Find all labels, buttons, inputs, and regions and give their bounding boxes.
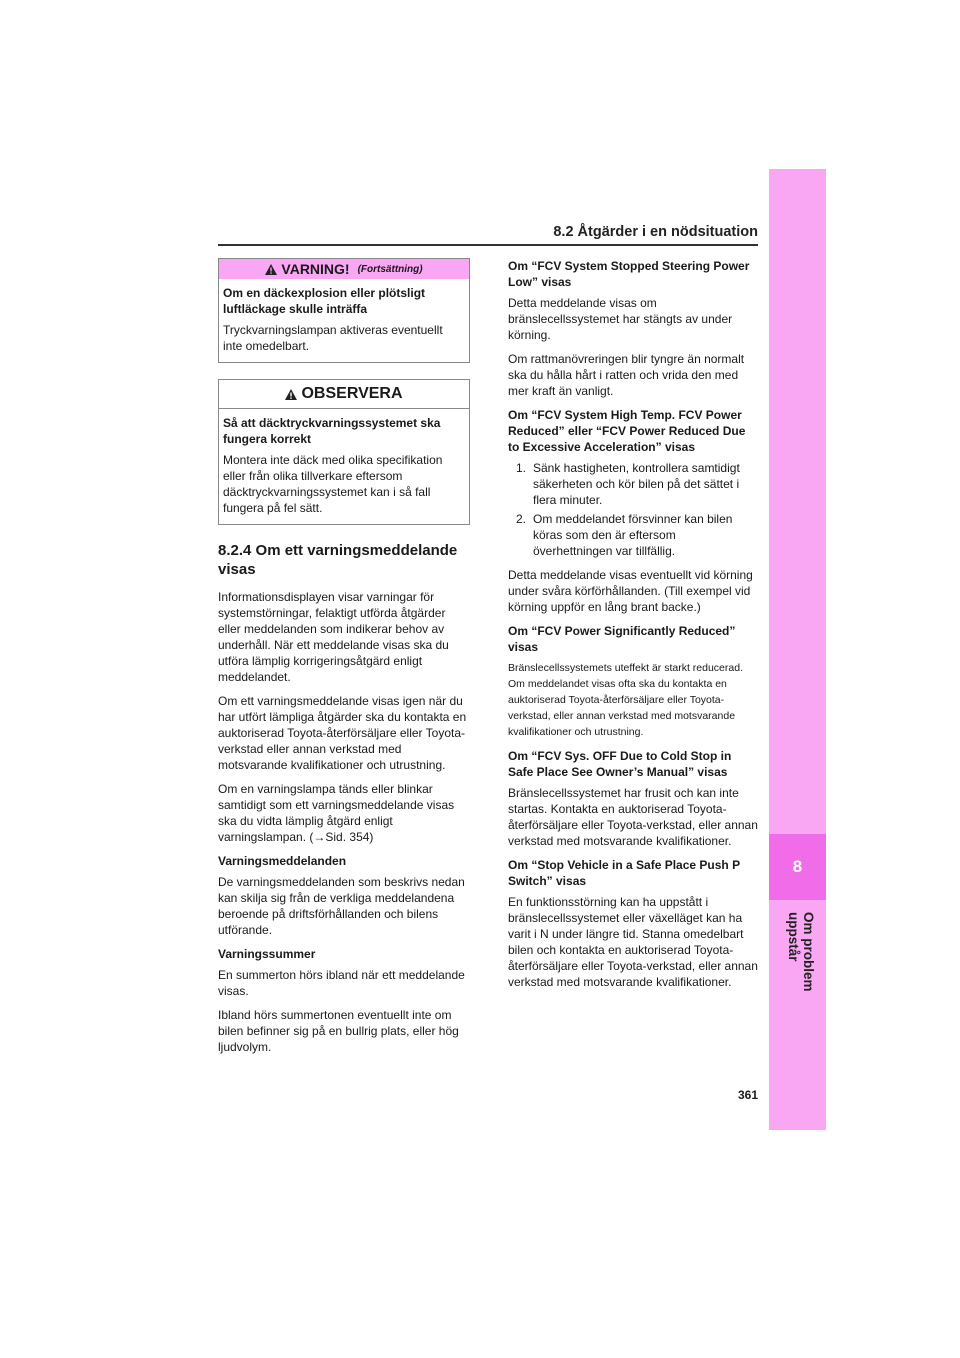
- page-number: 361: [737, 1088, 758, 1102]
- warning-heading: Om en däckexplosion eller plötsligt luftläckage skulle inträffa: [223, 286, 426, 316]
- list-item: [516, 511, 758, 559]
- paragraph: Informationsdisplayen visar varningar för systemstörningar, felaktigt utförda åtgärder eller meddelanden som indikerar behov av underhåll. När ett meddelande visas ska du utföra lämplig korrigeringsåtgärd enligt meddelandet.: [218, 590, 449, 684]
- chapter-label: Om problem uppstår: [786, 912, 816, 992]
- message-heading: Om “FCV Power Significantly Reduced” visas: [508, 624, 736, 654]
- warning-title: VARNING!: [281, 261, 350, 277]
- paragraph: En funktionsstörning kan ha uppstått i bränslecellssystemet eller växelläget kan ha varit i N under längre tid. Stanna omedelbart bilen och kontakta en auktoriserad Toyota-återförsäljare eller Toyota-verkstad, eller annan verkstad med motsvarande kvalifikationer.: [508, 895, 758, 989]
- paragraph: Bränslecellssystemets uteffekt är starkt reducerad. Om meddelandet visas ofta ska du kontakta en auktoriserad Toyota-återförsäljare eller Toyota-verkstad, eller annan verkstad med motsvarande kvalifikationer och utrustning.: [508, 662, 743, 738]
- paragraph: De varningsmeddelanden som beskrivs nedan kan skilja sig från de verkliga meddelandena beroende på driftsförhållanden och bilens utförande.: [218, 875, 465, 937]
- paragraph: Om ett varningsmeddelande visas igen när du har utfört lämpliga åtgärder ska du kontakta en auktoriserad Toyota-återförsäljare eller Toyota-verkstad eller annan verkstad med motsvarande kvalifikationer och utrustning.: [218, 694, 467, 772]
- message-heading: Om “Stop Vehicle in a Safe Place Push P Switch” visas: [508, 858, 740, 888]
- subheading: Varningssummer: [218, 947, 316, 961]
- paragraph: En summerton hörs ibland när ett meddelande visas.: [218, 968, 465, 998]
- warning-box-header: [219, 259, 469, 279]
- warning-triangle-icon: [265, 264, 277, 275]
- paragraph: Om en varningslampa tänds eller blinkar samtidigt som ett varningsmeddelande visas ska du vidta lämplig åtgärd enligt varningslampan. (→Sid. 354): [218, 782, 455, 844]
- notice-title: OBSERVERA: [301, 385, 403, 402]
- header-rule: [218, 244, 758, 246]
- step-text: Om meddelandet försvinner kan bilen köras som den är eftersom överhettningen var tillfällig.: [533, 512, 733, 558]
- notice-text: Montera inte däck med olika specifikation eller från olika tillverkare eftersom däcktryckvarningssystemet kan i så fall fungera på fel sätt.: [223, 453, 443, 515]
- notice-box-header: [219, 380, 469, 409]
- step-number: 2.: [516, 512, 527, 526]
- paragraph: Detta meddelande visas eventuellt vid körning under svåra körförhållanden. (Till exempel vid körning uppför en lång brant backe.): [508, 568, 753, 614]
- right-column: [508, 258, 758, 998]
- paragraph: Detta meddelande visas om bränslecellssystemet har stängts av under körning.: [508, 296, 733, 342]
- subheading: Varningsmeddelanden: [218, 854, 347, 868]
- left-column: [218, 258, 470, 1063]
- step-text: Sänk hastigheten, kontrollera samtidigt säkerheten och kör bilen på det sättet i flera minuter.: [533, 461, 740, 507]
- step-list: [508, 460, 758, 559]
- paragraph: Om rattmanövreringen blir tyngre än normalt ska du hålla hårt i ratten och vrida den med mer kraft än vanligt.: [508, 352, 745, 398]
- section-header: 8.2 Åtgärder i en nödsituation: [553, 224, 758, 240]
- notice-box: [218, 379, 470, 525]
- warning-box: [218, 258, 470, 363]
- paragraph: Ibland hörs summertonen eventuellt inte om bilen befinner sig på en bullrig plats, eller hög ljudvolym.: [218, 1008, 459, 1054]
- notice-heading: Så att däcktryckvarningssystemet ska fungera korrekt: [223, 416, 441, 446]
- chapter-number: 8: [769, 834, 826, 900]
- warning-text: Tryckvarningslampan aktiveras eventuellt inte omedelbart.: [223, 323, 443, 353]
- paragraph: Bränslecellssystemet har frusit och kan inte startas. Kontakta en auktoriserad Toyota-återförsäljare eller Toyota-verkstad, eller annan verkstad med motsvarande kvalifikationer.: [508, 786, 758, 848]
- list-item: [516, 460, 758, 508]
- warning-subtitle: (Fortsättning): [357, 263, 423, 275]
- message-heading: Om “FCV System Stopped Steering Power Low” visas: [508, 259, 750, 289]
- message-heading: Om “FCV Sys. OFF Due to Cold Stop in Safe Place See Owner’s Manual” visas: [508, 749, 732, 779]
- message-heading: Om “FCV System High Temp. FCV Power Reduced” eller “FCV Power Reduced Due to Excessive Acceleration” visas: [508, 408, 746, 454]
- warning-triangle-icon: [285, 389, 297, 400]
- section-title: 8.2.4 Om ett varningsmeddelande visas: [218, 542, 458, 578]
- step-number: 1.: [516, 461, 527, 475]
